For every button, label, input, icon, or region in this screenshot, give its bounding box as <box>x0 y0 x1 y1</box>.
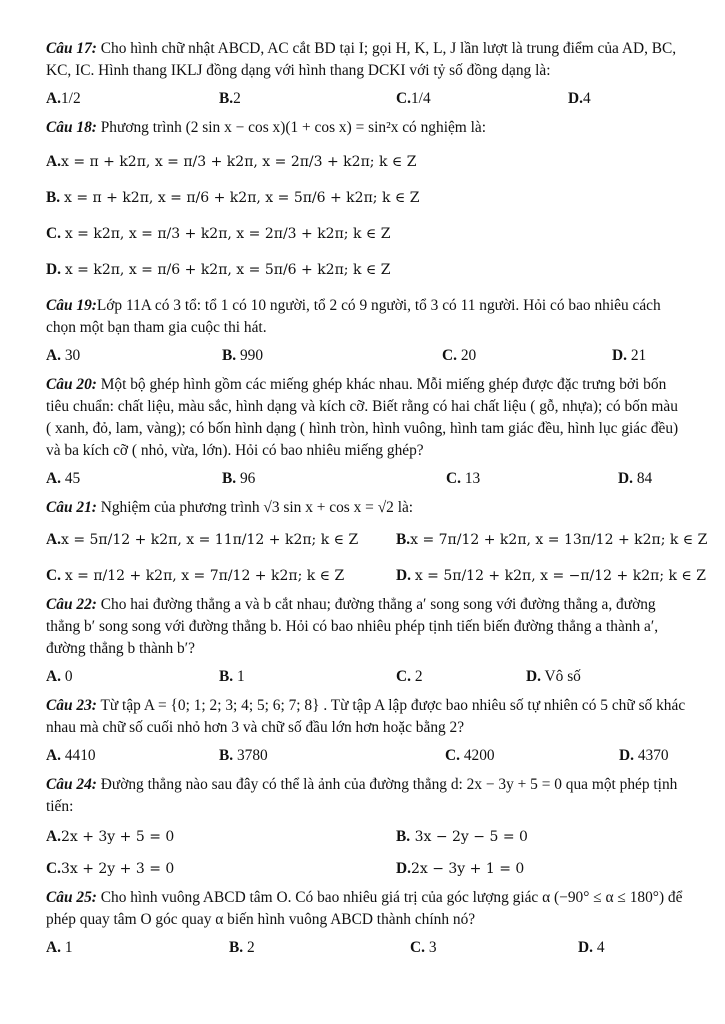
option-b[interactable]: B. 3780 <box>219 747 268 764</box>
options-grid <box>46 529 708 587</box>
option-a[interactable]: A. 45 <box>46 470 81 487</box>
question-label: Câu 24: <box>46 776 97 793</box>
option-a[interactable]: A.x = π + k2π, x = π/3 + k2π, x = 2π/3 + k2π; k ∈ Z <box>46 153 417 170</box>
option-b[interactable]: B. 96 <box>222 470 256 487</box>
question-stem: Nghiệm của phương trình √3 sin x + cos x = √2 là: <box>96 499 414 516</box>
option-c[interactable]: C. 2 <box>396 668 423 685</box>
question-label: Câu 19: <box>46 297 97 314</box>
options-row <box>46 88 686 110</box>
option-c[interactable]: C. 3 <box>410 939 437 956</box>
question-stem: Cho hình vuông ABCD tâm O. Có bao nhiêu giá trị của góc lượng giác α (−90° ≤ α ≤ 180°) để phép quay tâm O góc quay α biến hình vuông ABCD thành chính nó? <box>46 889 683 928</box>
question-17 <box>46 38 686 110</box>
options-grid <box>46 826 686 880</box>
question-label: Câu 20: <box>46 376 97 393</box>
option-d[interactable]: D. 21 <box>612 347 647 364</box>
question-stem: Cho hai đường thẳng a và b cắt nhau; đường thẳng a′ song song với đường thẳng a, đường thẳng b′ song song với đường thẳng b. Hỏi có bao nhiêu phép tịnh tiến biến đường thẳng a thành a′, đường thẳng b thành b′? <box>46 596 659 657</box>
option-c[interactable]: C. x = π/12 + k2π, x = 7π/12 + k2π; k ∈ Z <box>46 567 345 584</box>
option-a[interactable]: A. 1 <box>46 939 73 956</box>
option-b[interactable]: B. 1 <box>219 668 245 685</box>
option-d[interactable]: D. Vô số <box>526 668 581 685</box>
exam-page <box>46 38 708 966</box>
option-d[interactable]: D.2x − 3y + 1 = 0 <box>396 860 525 877</box>
option-b[interactable]: B. x = π + k2π, x = π/6 + k2π, x = 5π/6 + k2π; k ∈ Z <box>46 189 420 206</box>
option-d[interactable]: D. 84 <box>618 470 653 487</box>
option-d[interactable]: D. 4370 <box>619 747 669 764</box>
option-a[interactable]: A.1/2 <box>46 90 81 107</box>
option-a[interactable]: A. 0 <box>46 668 73 685</box>
option-d[interactable]: D.4 <box>568 90 591 107</box>
question-stem: Một bộ ghép hình gồm các miếng ghép khác nhau. Mỗi miếng ghép được đặc trưng bởi bốn tiêu chuẩn: chất liệu, màu sắc, hình dạng và kích cỡ. Biết rằng có hai chất liệu ( gỗ, nhựa); có bốn màu ( xanh, đỏ, lam, vàng); có bốn hình dạng ( hình tròn, hình vuông, hình tam giác đều, hình lục giác đều) và ba kích cỡ ( nhỏ, vừa, lớn). Hỏi có bao nhiêu miếng ghép? <box>46 376 679 459</box>
option-c[interactable]: C. 4200 <box>445 747 495 764</box>
question-stem: Lớp 11A có 3 tổ: tổ 1 có 10 người, tổ 2 có 9 người, tổ 3 có 11 người. Hỏi có bao nhiêu cách chọn một bạn tham gia cuộc thi hát. <box>46 297 661 336</box>
question-20 <box>46 374 686 490</box>
question-18 <box>46 117 686 281</box>
question-stem: Từ tập A = {0; 1; 2; 3; 4; 5; 6; 7; 8} . Từ tập A lập được bao nhiêu số tự nhiên có 5 chữ số khác nhau mà chữ số cuối nhỏ hơn 3 và chữ số đầu lớn hơn hoặc bằng 2? <box>46 697 686 736</box>
options-list <box>46 151 686 281</box>
options-row <box>46 666 686 688</box>
question-25 <box>46 887 686 959</box>
option-b[interactable]: B. 2 <box>229 939 255 956</box>
option-d[interactable]: D. x = k2π, x = π/6 + k2π, x = 5π/6 + k2π; k ∈ Z <box>46 261 391 278</box>
option-a[interactable]: A. 30 <box>46 347 81 364</box>
question-label: Câu 17: <box>46 40 97 57</box>
option-b[interactable]: B. 3x − 2y − 5 = 0 <box>396 828 528 845</box>
option-d[interactable]: D. 4 <box>578 939 605 956</box>
options-row <box>46 937 686 959</box>
options-row <box>46 345 686 367</box>
question-24 <box>46 774 686 880</box>
question-19 <box>46 295 686 367</box>
question-22 <box>46 594 686 688</box>
question-stem: Phương trình (2 sin x − cos x)(1 + cos x) = sin²x có nghiệm là: <box>96 119 487 136</box>
question-label: Câu 22: <box>46 596 97 613</box>
question-label: Câu 21: <box>46 499 97 516</box>
question-stem: Cho hình chữ nhật ABCD, AC cắt BD tại I; gọi H, K, L, J lần lượt là trung điểm của AD, BC, KC, IC. Hình thang IKLJ đồng dạng với hình thang DCKI với tỷ số đồng dạng là: <box>46 40 677 79</box>
option-a[interactable]: A.x = 5π/12 + k2π, x = 11π/12 + k2π; k ∈ Z <box>46 531 359 548</box>
option-c[interactable]: C. 20 <box>442 347 477 364</box>
option-d[interactable]: D. x = 5π/12 + k2π, x = −π/12 + k2π; k ∈ Z <box>396 567 706 584</box>
option-c[interactable]: C.3x + 2y + 3 = 0 <box>46 860 175 877</box>
option-c[interactable]: C.1/4 <box>396 90 431 107</box>
options-row <box>46 745 686 767</box>
option-b[interactable]: B. 990 <box>222 347 264 364</box>
question-21 <box>46 497 708 587</box>
question-label: Câu 18: <box>46 119 97 136</box>
option-b[interactable]: B.2 <box>219 90 241 107</box>
option-c[interactable]: C. 13 <box>446 470 481 487</box>
option-b[interactable]: B.x = 7π/12 + k2π, x = 13π/12 + k2π; k ∈ Z <box>396 531 708 548</box>
option-c[interactable]: C. x = k2π, x = π/3 + k2π, x = 2π/3 + k2π; k ∈ Z <box>46 225 391 242</box>
question-label: Câu 25: <box>46 889 97 906</box>
options-row <box>46 468 686 490</box>
option-a[interactable]: A.2x + 3y + 5 = 0 <box>46 828 175 845</box>
question-stem: Đường thẳng nào sau đây có thể là ảnh của đường thẳng d: 2x − 3y + 5 = 0 qua một phép tịnh tiến: <box>46 776 678 815</box>
question-23 <box>46 695 686 767</box>
option-a[interactable]: A. 4410 <box>46 747 96 764</box>
question-label: Câu 23: <box>46 697 97 714</box>
